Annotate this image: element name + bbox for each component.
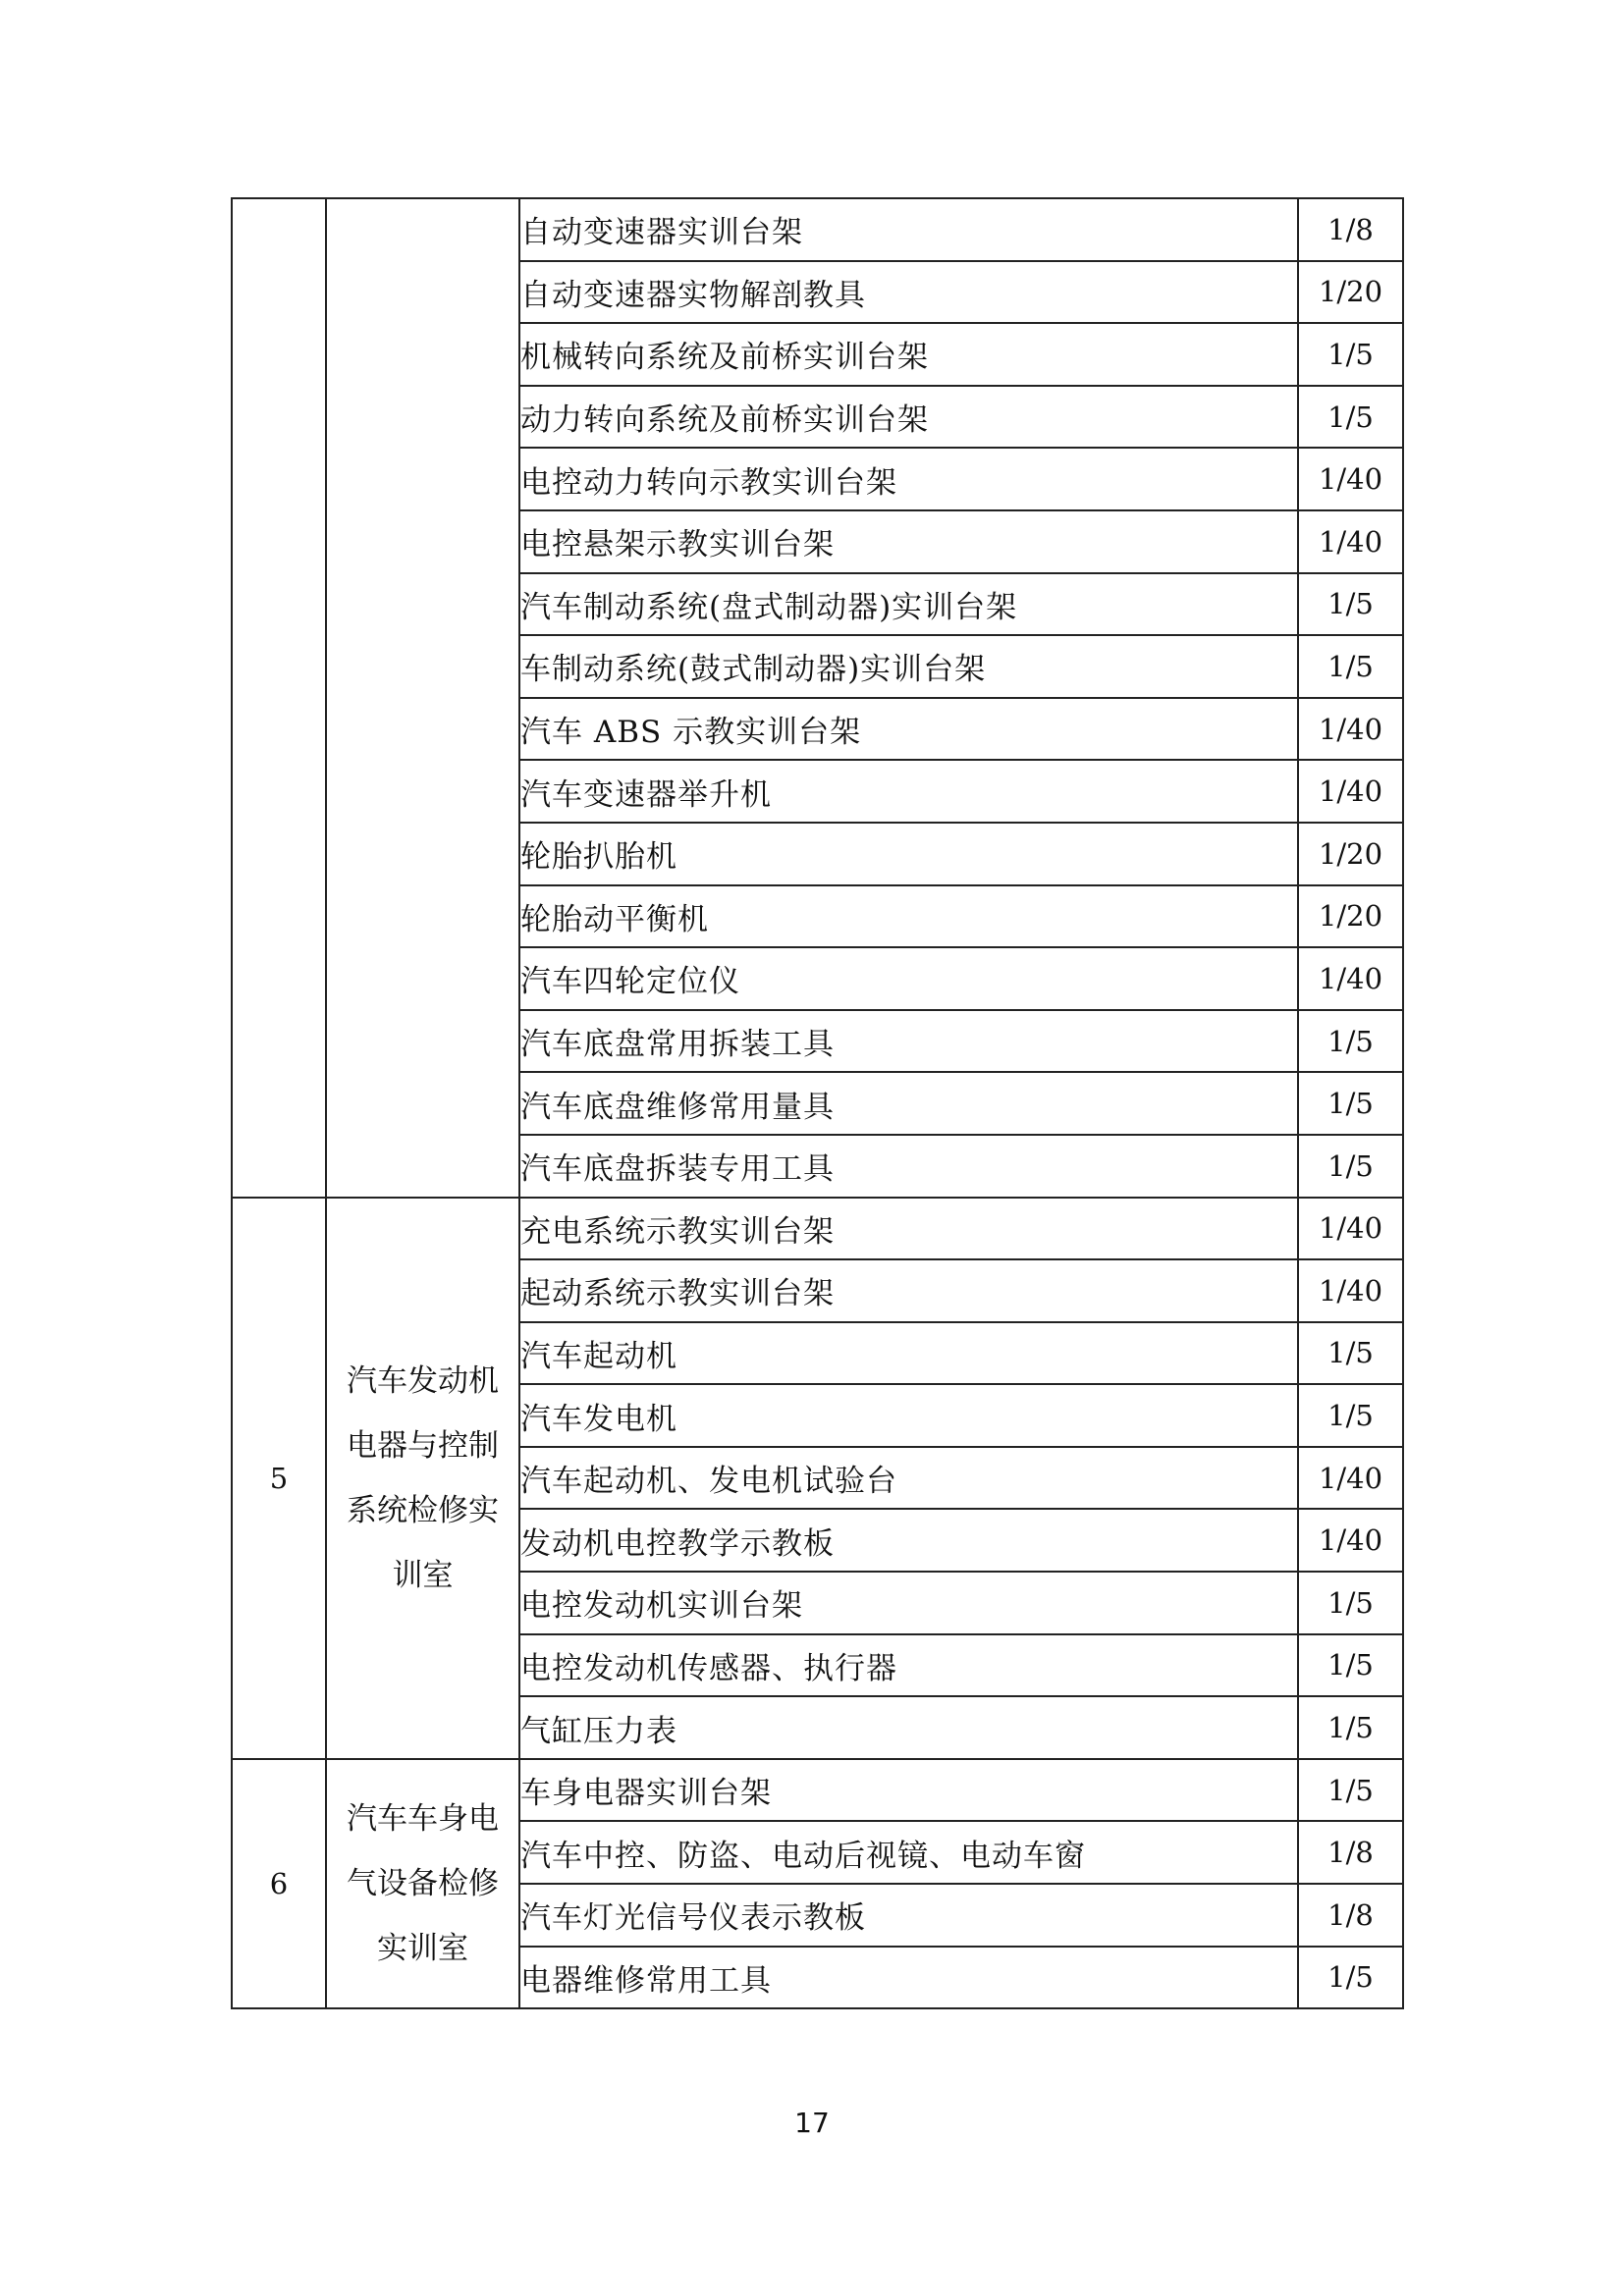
equipment-ratio-cell: 1/5 [1298,323,1403,386]
equipment-name-cell: 电控动力转向示教实训台架 [519,448,1298,510]
equipment-ratio-cell: 1/40 [1298,448,1403,510]
equipment-ratio-cell: 1/20 [1298,823,1403,885]
equipment-ratio-cell: 1/5 [1298,1010,1403,1073]
equipment-ratio-cell: 1/8 [1298,1884,1403,1947]
equipment-ratio-cell: 1/40 [1298,760,1403,823]
group-number-cell [232,198,326,1198]
equipment-name-cell: 发动机电控教学示教板 [519,1509,1298,1572]
equipment-ratio-cell: 1/40 [1298,510,1403,573]
equipment-table [231,197,1404,2009]
training-room-name-line: 训室 [392,1557,454,1593]
equipment-ratio-cell: 1/20 [1298,885,1403,948]
equipment-name-cell: 汽车发电机 [519,1384,1298,1447]
equipment-name-cell: 车制动系统(鼓式制动器)实训台架 [519,635,1298,698]
page-number: 17 [794,2107,830,2139]
group-number-cell: 6 [232,1759,326,2008]
training-room-name-line: 电器与控制 [347,1427,499,1464]
training-room-name-line: 汽车发动机 [347,1362,499,1399]
table-row [232,1759,1403,1822]
equipment-name-cell: 车身电器实训台架 [519,1759,1298,1822]
training-room-name-line: 实训室 [377,1931,468,1967]
equipment-name-cell: 汽车灯光信号仪表示教板 [519,1884,1298,1947]
equipment-ratio-cell: 1/20 [1298,261,1403,324]
equipment-name-cell: 汽车四轮定位仪 [519,947,1298,1010]
training-room-name-line: 汽车车身电 [347,1801,499,1838]
equipment-name-cell: 汽车底盘维修常用量具 [519,1072,1298,1135]
equipment-ratio-cell: 1/8 [1298,1821,1403,1884]
equipment-ratio-cell: 1/8 [1298,198,1403,261]
equipment-ratio-cell: 1/5 [1298,1634,1403,1697]
equipment-name-cell: 汽车起动机、发电机试验台 [519,1447,1298,1510]
equipment-ratio-cell: 1/40 [1298,1259,1403,1322]
equipment-ratio-cell: 1/5 [1298,1135,1403,1198]
equipment-name-cell: 汽车 ABS 示教实训台架 [519,698,1298,761]
equipment-name-cell: 电控发动机实训台架 [519,1572,1298,1634]
equipment-ratio-cell: 1/5 [1298,1572,1403,1634]
equipment-name-cell: 汽车起动机 [519,1322,1298,1385]
equipment-ratio-cell: 1/5 [1298,635,1403,698]
equipment-name-cell: 电控悬架示教实训台架 [519,510,1298,573]
equipment-name-cell: 动力转向系统及前桥实训台架 [519,386,1298,449]
equipment-ratio-cell: 1/5 [1298,573,1403,636]
table-row [232,198,1403,261]
equipment-ratio-cell: 1/5 [1298,1759,1403,1822]
equipment-name-cell: 汽车底盘拆装专用工具 [519,1135,1298,1198]
training-room-cell [326,1759,519,2008]
equipment-ratio-cell: 1/5 [1298,386,1403,449]
training-room-name-line: 气设备检修 [347,1866,499,1902]
equipment-ratio-cell: 1/5 [1298,1947,1403,2009]
training-room-cell [326,198,519,1198]
equipment-ratio-cell: 1/40 [1298,698,1403,761]
equipment-name-cell: 机械转向系统及前桥实训台架 [519,323,1298,386]
table-row [232,1198,1403,1260]
equipment-name-cell: 汽车底盘常用拆装工具 [519,1010,1298,1073]
equipment-ratio-cell: 1/40 [1298,947,1403,1010]
equipment-ratio-cell: 1/5 [1298,1696,1403,1759]
equipment-name-cell: 自动变速器实训台架 [519,198,1298,261]
equipment-name-cell: 气缸压力表 [519,1696,1298,1759]
equipment-ratio-cell: 1/40 [1298,1198,1403,1260]
training-room-cell [326,1198,519,1759]
equipment-name-cell: 汽车变速器举升机 [519,760,1298,823]
equipment-table-body [232,198,1403,2008]
equipment-name-cell: 汽车制动系统(盘式制动器)实训台架 [519,573,1298,636]
equipment-name-cell: 自动变速器实物解剖教具 [519,261,1298,324]
equipment-name-cell: 起动系统示教实训台架 [519,1259,1298,1322]
equipment-name-cell: 轮胎扒胎机 [519,823,1298,885]
equipment-ratio-cell: 1/40 [1298,1447,1403,1510]
equipment-ratio-cell: 1/5 [1298,1322,1403,1385]
equipment-name-cell: 充电系统示教实训台架 [519,1198,1298,1260]
equipment-name-cell: 电控发动机传感器、执行器 [519,1634,1298,1697]
group-number-cell: 5 [232,1198,326,1759]
training-room-name-line: 系统检修实 [347,1492,499,1528]
equipment-ratio-cell: 1/5 [1298,1384,1403,1447]
equipment-ratio-cell: 1/40 [1298,1509,1403,1572]
equipment-name-cell: 轮胎动平衡机 [519,885,1298,948]
equipment-ratio-cell: 1/5 [1298,1072,1403,1135]
equipment-name-cell: 汽车中控、防盗、电动后视镜、电动车窗 [519,1821,1298,1884]
equipment-name-cell: 电器维修常用工具 [519,1947,1298,2009]
